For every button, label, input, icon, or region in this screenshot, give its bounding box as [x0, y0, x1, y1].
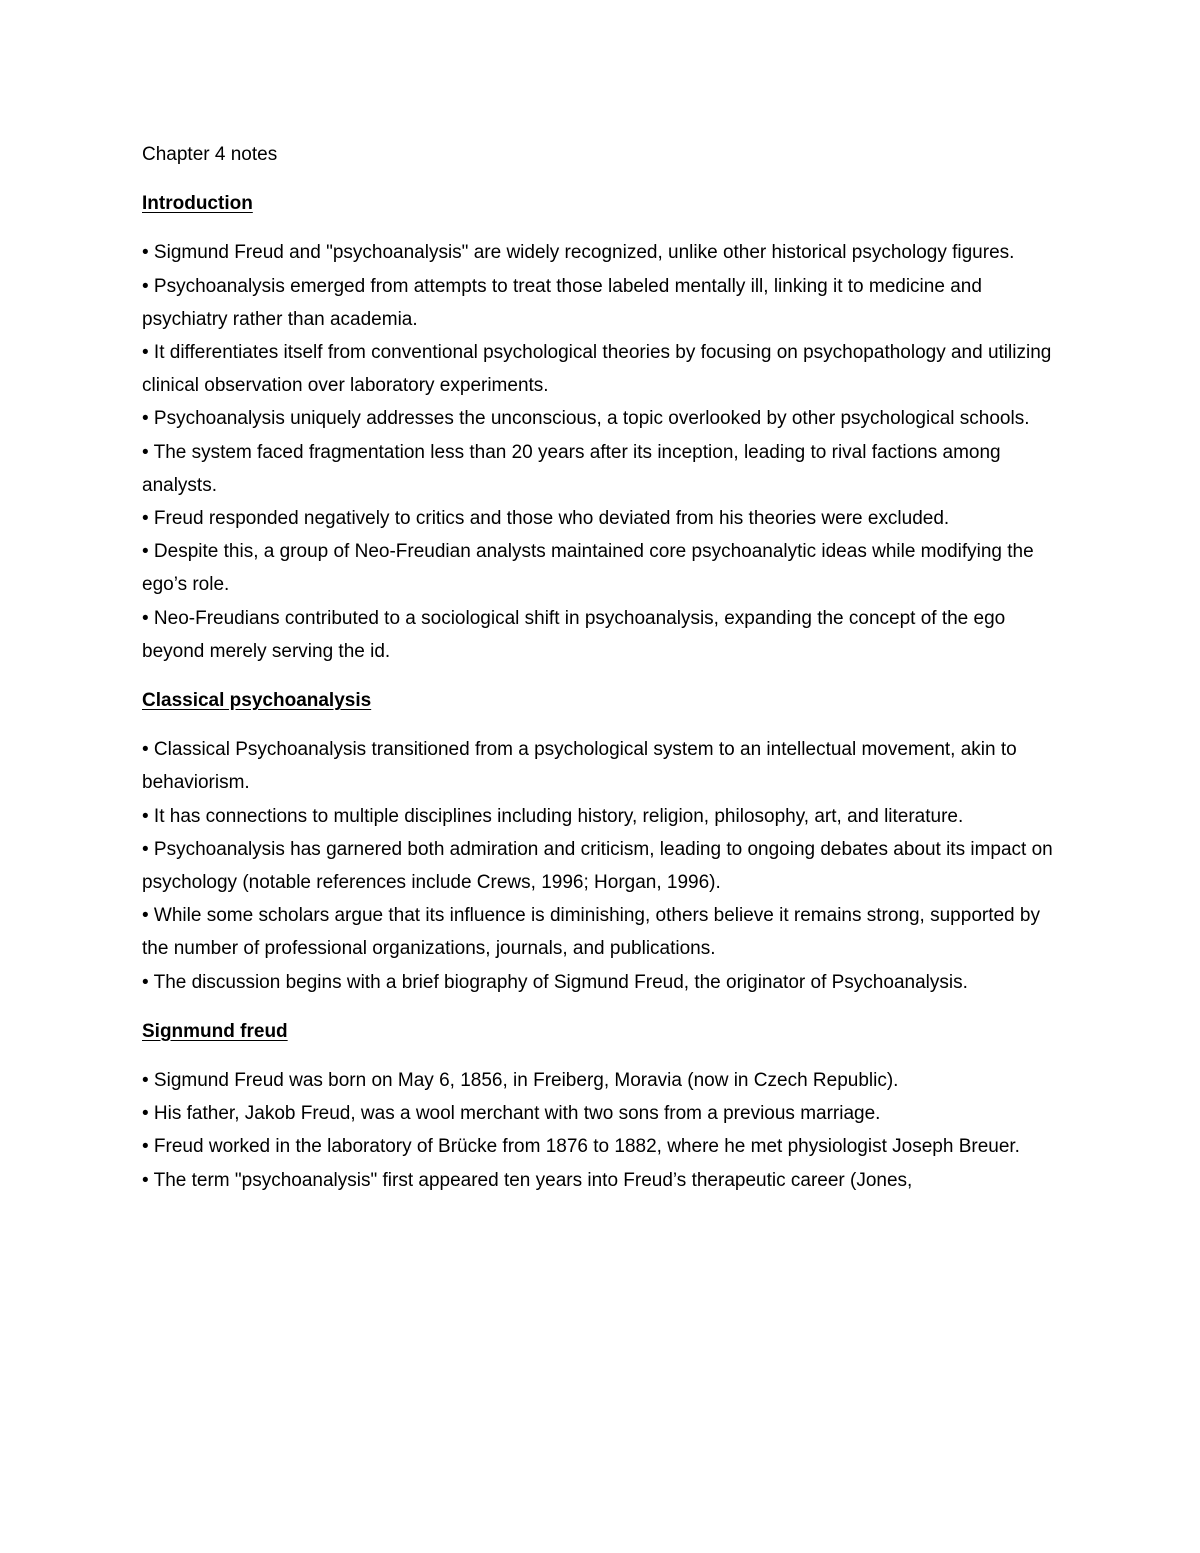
bullet-item: • Despite this, a group of Neo-Freudian analysts maintained core psychoanalytic ideas while modifying the ego’s role. — [142, 541, 1034, 596]
bullet-item: • Psychoanalysis uniquely addresses the unconscious, a topic overlooked by other psychological schools. — [142, 408, 1030, 430]
bullet-item: • The term "psychoanalysis" first appeared ten years into Freud’s therapeutic career (Jones, — [142, 1169, 913, 1191]
bullet-list — [142, 1064, 1067, 1197]
section-classical-psychoanalysis — [142, 684, 1067, 999]
bullet-item: • Classical Psychoanalysis transitioned from a psychological system to an intellectual movement, akin to behaviorism. — [142, 739, 1017, 794]
bullet-item: • It has connections to multiple disciplines including history, religion, philosophy, art, and literature. — [142, 805, 964, 827]
section-heading: Introduction — [142, 193, 253, 215]
section-heading: Signmund freud — [142, 1020, 288, 1042]
bullet-item: • Psychoanalysis emerged from attempts to treat those labeled mentally ill, linking it to medicine and psychiatry rather than academia. — [142, 275, 982, 330]
bullet-item: • Psychoanalysis has garnered both admiration and criticism, leading to ongoing debates about its impact on psychology (notable references include Crews, 1996; Horgan, 1996). — [142, 838, 1053, 894]
document-title: Chapter 4 notes — [142, 144, 278, 165]
bullet-item: • The discussion begins with a brief biography of Sigmund Freud, the originator of Psychoanalysis. — [142, 971, 968, 993]
bullet-list — [142, 733, 1067, 999]
bullet-item: • His father, Jakob Freud, was a wool merchant with two sons from a previous marriage. — [142, 1103, 881, 1125]
bullet-list — [142, 236, 1067, 668]
section-heading: Classical psychoanalysis — [142, 690, 372, 712]
bullet-item: • Freud responded negatively to critics and those who deviated from his theories were excluded. — [142, 508, 950, 530]
bullet-item: • Sigmund Freud was born on May 6, 1856, in Freiberg, Moravia (now in Czech Republic). — [142, 1070, 899, 1092]
bullet-item: • Freud worked in the laboratory of Brücke from 1876 to 1882, where he met physiologist Joseph Breuer. — [142, 1136, 1020, 1158]
bullet-item: • Sigmund Freud and "psychoanalysis" are widely recognized, unlike other historical psychology figures. — [142, 242, 1015, 264]
document-body — [142, 138, 1067, 1197]
bullet-item: • It differentiates itself from conventional psychological theories by focusing on psychopathology and utilizing clinical observation over laboratory experiments. — [142, 342, 1052, 397]
section-introduction — [142, 187, 1067, 668]
section-sigmund-freud — [142, 1015, 1067, 1197]
bullet-item: • While some scholars argue that its influence is diminishing, others believe it remains strong, supported by the number of professional organizations, journals, and publications. — [142, 905, 1040, 960]
bullet-item: • Neo-Freudians contributed to a sociological shift in psychoanalysis, expanding the concept of the ego beyond merely serving the id. — [142, 607, 1006, 662]
bullet-item: • The system faced fragmentation less than 20 years after its inception, leading to rival factions among analysts. — [142, 441, 1001, 496]
